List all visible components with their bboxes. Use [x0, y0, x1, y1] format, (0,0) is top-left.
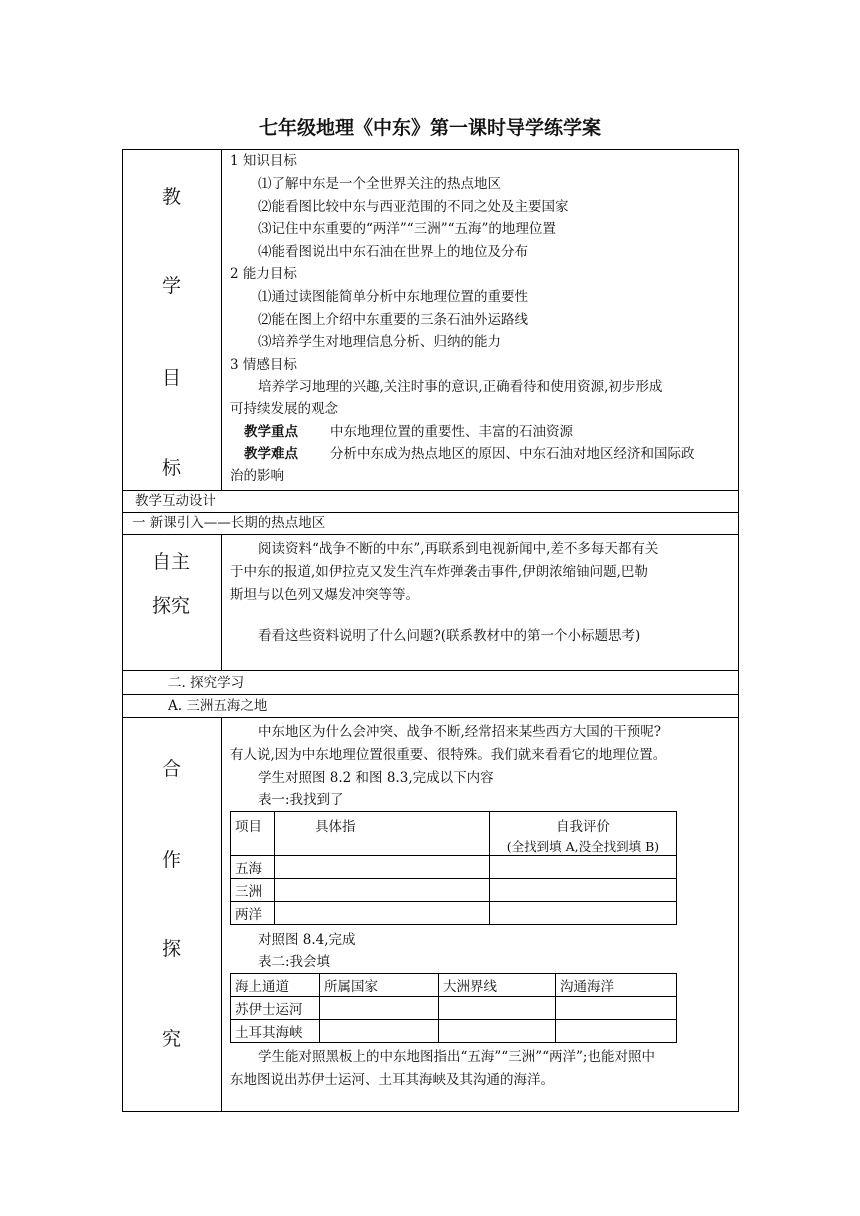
coop-instruction: 学生对照图 8.2 和图 8.3,完成以下内容: [258, 770, 494, 786]
column-divider-mid: [221, 534, 222, 670]
self-study-label: 探究: [152, 595, 191, 617]
section-2-title: 二. 探究学习: [168, 675, 245, 691]
row-line: [122, 717, 739, 718]
key-point-label: 教学重点: [244, 424, 298, 440]
coop-intro: 有人说,因为中东地理位置很重要、很特殊。我们就来看看它的地理位置。: [230, 747, 667, 763]
knowledge-heading: 1 知识目标: [230, 153, 297, 169]
column-divider-bottom: [221, 717, 222, 1112]
table-1-row-label: 三洲: [231, 879, 275, 902]
emotion-text: 培养学习地理的兴趣,关注时事的意识,正确看待和使用资源,初步形成: [258, 379, 663, 395]
table-1-header: 自我评价: [556, 819, 610, 835]
knowledge-item: ⑶记住中东重要的“两洋”“三洲”“五海”的地理位置: [258, 221, 556, 237]
table-1-header-eval: [490, 812, 677, 856]
table-2-header: 海上通道: [231, 974, 320, 997]
ability-item: ⑶培养学生对地理信息分析、归纳的能力: [258, 334, 501, 350]
table-2-cell[interactable]: [439, 1020, 556, 1043]
table-2-cell[interactable]: [556, 1020, 677, 1043]
ability-item: ⑴通过读图能简单分析中东地理位置的重要性: [258, 289, 528, 305]
table-2-caption: 表二:我会填: [258, 954, 331, 970]
difficulty-label: 教学难点: [244, 446, 298, 462]
table-2-cell[interactable]: [556, 997, 677, 1020]
self-study-question: 看看这些资料说明了什么问题?(联系教材中的第一个小标题思考): [258, 628, 641, 644]
table-1-caption: 表一:我找到了: [258, 792, 344, 808]
ability-heading: 2 能力目标: [230, 266, 297, 282]
difficulty-text: 治的影响: [230, 468, 284, 484]
table-1-header: 项目: [231, 812, 275, 856]
emotion-heading: 3 情感目标: [230, 357, 297, 373]
closing-text: 学生能对照黑板上的中东地图指出“五海”“三洲”“两洋”;也能对照中: [258, 1049, 655, 1065]
table-1-cell[interactable]: [490, 879, 677, 902]
self-study-label: 自主: [152, 551, 191, 573]
table-1-row-label: 五海: [231, 856, 275, 879]
knowledge-item: ⑵能看图比较中东与西亚范围的不同之处及主要国家: [258, 199, 569, 215]
side-char: 学: [162, 275, 182, 297]
self-study-text: 于中东的报道,如伊拉克又发生汽车炸弹袭击事件,伊朗浓缩铀问题,巴勒: [230, 564, 648, 580]
table-2-cell[interactable]: [439, 997, 556, 1020]
coop-intro: 中东地区为什么会冲突、战争不断,经常招来某些西方大国的干预呢?: [258, 724, 662, 740]
table-2-row-label: 苏伊士运河: [231, 997, 320, 1020]
row-line: [122, 534, 739, 535]
table-2-header: 所属国家: [320, 974, 439, 997]
knowledge-item: ⑷能看图说出中东石油在世界上的地位及分布: [258, 244, 528, 260]
interaction-design-heading: 教学互动设计: [135, 493, 216, 509]
table-2-header: 大洲界线: [439, 974, 556, 997]
knowledge-item: ⑴了解中东是一个全世界关注的热点地区: [258, 176, 501, 192]
self-study-text: 阅读资料“战争不断的中东”,再联系到电视新闻中,差不多每天都有关: [258, 541, 659, 557]
page-title: 七年级地理《中东》第一课时导学练学案: [258, 117, 601, 139]
coop-side-char: 合: [162, 758, 182, 780]
coop-side-char: 作: [162, 849, 182, 871]
row-line: [122, 670, 739, 671]
table-2: [230, 973, 677, 1043]
table-1-cell[interactable]: [490, 856, 677, 879]
side-char: 教: [162, 186, 182, 208]
section-1-title: 一 新课引入——长期的热点地区: [132, 515, 326, 531]
self-study-text: 斯坦与以色列又爆发冲突等等。: [230, 587, 419, 603]
table-2-cell[interactable]: [320, 1020, 439, 1043]
column-divider-top: [221, 149, 222, 490]
closing-text: 东地图说出苏伊士运河、土耳其海峡及其沟通的海洋。: [230, 1072, 554, 1088]
table-2-row-label: 土耳其海峡: [231, 1020, 320, 1043]
table-1-cell[interactable]: [275, 856, 490, 879]
table-1-note: (全找到填 A,没全找到填 B): [506, 839, 660, 854]
table-2-header: 沟通海洋: [556, 974, 677, 997]
table-1-cell[interactable]: [275, 879, 490, 902]
side-char: 标: [162, 457, 182, 479]
row-line: [122, 694, 739, 695]
table-1-cell[interactable]: [490, 902, 677, 925]
table-1-cell[interactable]: [275, 902, 490, 925]
table-1: [230, 811, 677, 925]
side-char: 目: [162, 367, 182, 389]
table-1-row-label: 两洋: [231, 902, 275, 925]
map-instruction: 对照图 8.4,完成: [258, 932, 356, 948]
coop-side-char: 探: [162, 938, 182, 960]
table-1-header: 具体指: [275, 812, 490, 856]
table-2-cell[interactable]: [320, 997, 439, 1020]
coop-side-char: 究: [162, 1028, 182, 1050]
key-point-text: 中东地理位置的重要性、丰富的石油资源: [330, 424, 573, 440]
emotion-text: 可持续发展的观念: [230, 401, 338, 417]
difficulty-text: 分析中东成为热点地区的原因、中东石油对地区经济和国际政: [330, 446, 695, 462]
section-a-title: A. 三洲五海之地: [168, 698, 268, 714]
ability-item: ⑵能在图上介绍中东重要的三条石油外运路线: [258, 312, 528, 328]
